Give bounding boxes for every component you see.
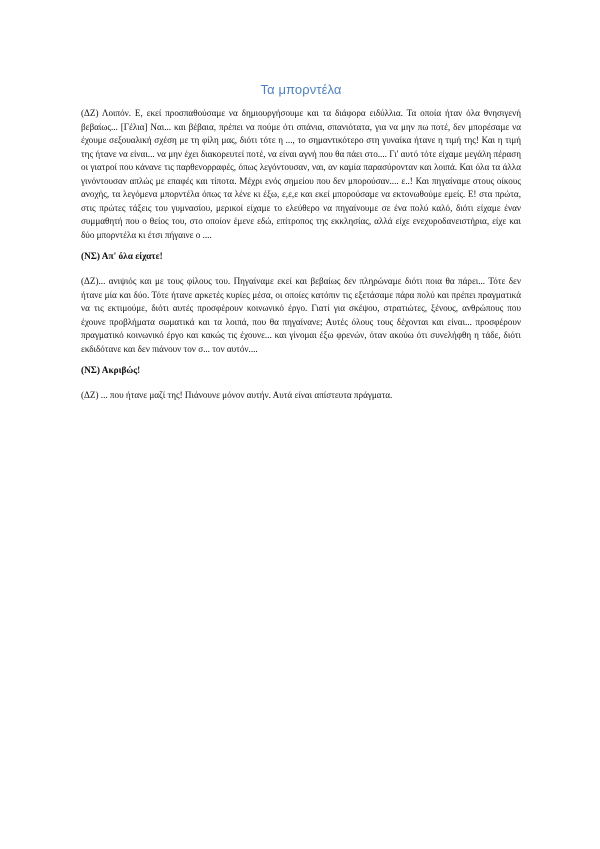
document-title: Τα μπορντέλα <box>260 82 342 97</box>
speaker-line-1: (ΝΣ) Απ' όλα είχατε! <box>81 252 163 262</box>
spacer <box>81 264 521 275</box>
speaker-line-2: (ΝΣ) Ακριβώς! <box>81 366 141 376</box>
paragraph-1: (ΔΖ) Λοιπόν. Ε, εκεί προσπαθούσαμε να δημιουργήσουμε και τα διάφορα ειδύλλια. Τα οποία ήταν όλα θνησιγενή βεβαίως... [Γέλια] Ναι... και βέβαια, πρέπει να πούμε ότι σπάνια, σπανιότατα, για να μην πω ποτέ, δεν μπορέσαμε να έχουμε σεξουαλική σχέση με τη φίλη μας, διότι τότε η ..., το σημαντικότερο στη γυναίκα ήτανε η τιμή της! Και η τιμή της ήτανε να είναι... να μην έχει διακορευτεί ποτέ, να είναι αγνή που θα πάει στο.... Γι' αυτό τότε είχαμε μεγάλη πέραση οι γιατροί που κάνανε τις παρθενορραφές, όπως λεγόντουσαν, ναι, αν καμία παρασύρονταν και λοιπά. Και όλα τα άλλα γινόντουσαν απλώς με επαφές και τίποτα. Μέχρι ενός σημείου που δεν μπορούσαν.... ε..! Και πηγαίναμε στους οίκους ανοχής, τα λεγόμενα μπορντέλα όπως τα λένε κι έξω, ε,ε,ε και εκεί μπορούσαμε να εκτονωθούμε εμείς. Ε! στα πρώτα, στις πρώτες τάξεις του γυμνασίου, μερικοί είχαμε το ελεύθερο να πηγαίνουμε σε ένα πολύ καλό, διότι είχαμε έναν συμμαθητή που ο θείος του, στο οποίον έμενε εδώ, επίτροπος της εκκλησίας, αλλά είχε ενεχυροδανειστήρια, είχε και δύο μπορντέλα κι έτσι πήγαινε ο .... <box>81 108 521 240</box>
paragraph-3: (ΔΖ) ... που ήτανε μαζί της! Πιάνουνε μόνον αυτήν. Αυτά είναι απίστευτα πράγματα. <box>81 390 393 400</box>
paragraph-2: (ΔΖ)... ανιψιός και με τους φίλους του. Πηγαίναμε εκεί και βεβαίως δεν πληρώναμε διότι ποια θα πάρει... Τότε δεν ήτανε μία και δύο. Τότε ήτανε αρκετές κυρίες μέσα, οι οποίες κατόπιν τις εξετάσαμε πάρα πολύ και πρέπει πραγματικά να τις εκτιμούμε, διότι αυτές προσφέρουν κοινωνικό έργο. Γιατί για σκέψου, στρατιώτες, ξένους, ανθρώπους που έχουνε προβλήματα σωματικά και τα λοιπά, που θα πηγαίνανε; Αυτές όλους τους δέχονται και είναι... προσφέρουν πραγματικό κοινωνικό έργο και κακώς τις έχουνε... και γίνομαι έξω φρενών, όταν ακούω ότι συνελήφθη η τάδε, διότι εκδιδότανε και δεν πιάνουν τον σ... τον αυτόν.... <box>81 276 521 354</box>
spacer <box>81 242 521 251</box>
spacer <box>81 356 521 365</box>
spacer <box>81 378 521 389</box>
